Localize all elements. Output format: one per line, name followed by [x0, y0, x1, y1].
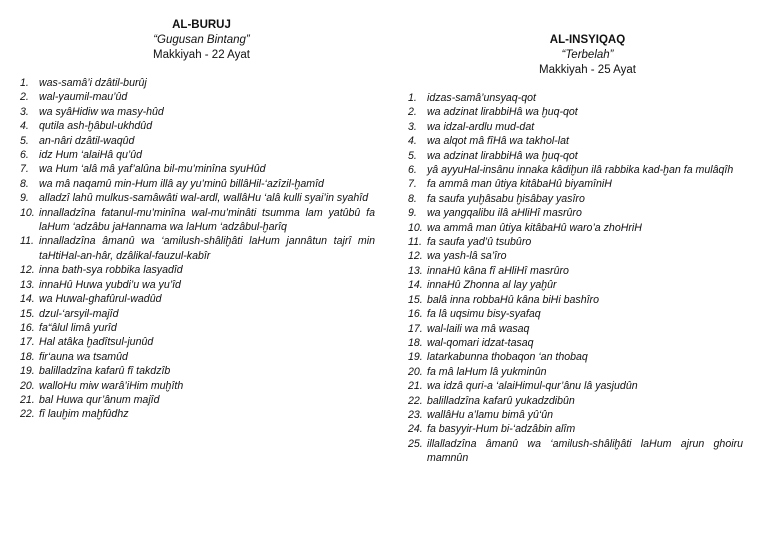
ayat-text: wa yash-lâ sa’îro — [427, 250, 507, 263]
ayat-item — [20, 263, 375, 277]
ayat-item — [20, 148, 375, 162]
ayat-number: 17. — [20, 336, 35, 349]
ayat-item — [20, 76, 375, 90]
ayat-number: 17. — [408, 322, 423, 335]
ayat-number: 13. — [408, 264, 423, 277]
ayat-text: yâ ayyuHal-insânu innaka kâdiḫun ilâ rabbika kad-ḫan fa mulâqîh — [427, 164, 734, 177]
ayat-number: 15. — [20, 307, 35, 320]
ayat-text: wa mâ naqamû min-Hum illâ ay yu’minû billâHil-‘azîzil-ḫamîd — [39, 177, 324, 190]
ayat-item — [408, 192, 743, 206]
ayat-number: 16. — [20, 321, 35, 334]
ayat-item — [408, 437, 743, 466]
ayat-number: 2. — [20, 91, 29, 104]
ayat-number: 18. — [20, 350, 35, 363]
ayat-item — [408, 120, 743, 134]
ayat-number: 8. — [408, 192, 417, 205]
surah-meaning: “Gugusan Bintang” — [153, 34, 250, 46]
ayat-text: fa basyyir-Hum bi-‘adzâbin alîm — [427, 423, 576, 436]
surah-meaning: “Terbelah” — [561, 49, 614, 61]
ayat-number: 25. — [408, 437, 423, 450]
ayat-text: fa mâ laHum lâ yukminûn — [427, 365, 547, 378]
ayat-number: 21. — [408, 380, 423, 393]
ayat-text: balilladzîna kafarû fî takdzîb — [39, 365, 171, 378]
ayat-text: innaHû Huwa yubdi’u wa yu’îd — [39, 278, 181, 291]
ayat-number: 18. — [408, 336, 423, 349]
surah-title: AL-BURUJ — [172, 19, 231, 31]
ayat-item — [408, 322, 743, 336]
surah-header — [408, 33, 743, 78]
ayat-number: 1. — [408, 92, 417, 104]
ayat-item — [408, 221, 743, 235]
ayat-text: wa idzâ quri-a ‘alaiHimul-qur’ânu lâ yasjudûn — [427, 380, 638, 393]
ayat-number: 10. — [20, 206, 35, 219]
ayat-item — [20, 393, 375, 407]
ayat-item — [408, 206, 743, 220]
ayat-item — [20, 119, 375, 133]
ayat-text: wa alqot mâ fîHâ wa takhol-lat — [427, 135, 569, 148]
ayat-text: wa adzinat lirabbiHâ wa ḫuq-qot — [427, 106, 578, 119]
ayat-number: 24. — [408, 423, 423, 436]
ayat-item — [20, 307, 375, 321]
ayat-item — [408, 379, 743, 393]
ayat-text: inna bath-sya robbika lasyadîd — [39, 264, 183, 277]
ayat-item — [20, 206, 375, 235]
ayat-number: 16. — [408, 308, 423, 321]
ayat-item — [408, 105, 743, 119]
ayat-text: an-nâri dzâtil-waqûd — [39, 134, 135, 147]
ayat-text: balâ inna robbaHû kâna biHi bashîro — [427, 293, 599, 306]
surah-title: AL-INSYIQAQ — [549, 34, 626, 46]
ayat-number: 4. — [20, 120, 29, 133]
ayat-text: wal-yaumil-mau’ûd — [39, 91, 128, 104]
ayat-number: 19. — [20, 365, 35, 378]
ayat-text: wa ammâ man ûtiya kitâbaHû waro’a zhoHriH — [427, 221, 642, 234]
ayat-item — [20, 90, 375, 104]
ayat-number: 9. — [20, 192, 29, 205]
ayat-text: bal Huwa qur’ânum majîd — [39, 393, 160, 406]
ayat-item — [408, 134, 743, 148]
ayat-text: wa Hum ‘alâ mâ yaf’alûna bil-mu’minîna syuHûd — [39, 163, 266, 176]
ayat-text: wal-laili wa mâ wasaq — [427, 322, 530, 335]
ayat-item — [408, 293, 743, 307]
ayat-number: 3. — [408, 120, 417, 133]
ayat-item — [408, 149, 743, 163]
ayat-item — [20, 364, 375, 378]
ayat-text: wa yangqalibu ilâ aHliHî masrûro — [427, 207, 582, 220]
ayat-text: Hal atâka ḫadîtsul-junûd — [39, 336, 154, 349]
ayat-number: 15. — [408, 293, 423, 306]
ayat-list — [20, 76, 375, 422]
ayat-item — [408, 408, 743, 422]
ayat-text: wa idzal-ardlu mud-dat — [427, 120, 535, 133]
ayat-text: walloHu miw warâ’iHim muḫîth — [39, 379, 184, 392]
ayat-text: wal-qomari idzat-tasaq — [427, 336, 534, 349]
ayat-number: 1. — [20, 77, 29, 89]
ayat-item — [408, 264, 743, 278]
surah-info: Makkiyah - 25 Ayat — [539, 64, 636, 76]
ayat-item — [20, 134, 375, 148]
ayat-text: fa“âlul limâ yurîd — [39, 321, 117, 334]
ayat-text: innaHû kâna fî aHliHî masrûro — [427, 264, 569, 277]
ayat-number: 8. — [20, 177, 29, 190]
ayat-number: 5. — [408, 149, 417, 162]
ayat-item — [20, 379, 375, 393]
ayat-text: innalladzîna fatanul-mu’minîna wal-mu’minâti tsumma lam yatûbû fa laHum ‘adzâbu jaHannama wa laHum ‘adzâbul-ḫarîq — [39, 206, 375, 234]
ayat-number: 10. — [408, 221, 423, 234]
ayat-number: 22. — [20, 408, 35, 421]
surah-info: Makkiyah - 22 Ayat — [153, 49, 250, 61]
ayat-number: 12. — [20, 264, 35, 277]
ayat-list — [408, 91, 743, 466]
ayat-number: 6. — [20, 149, 29, 162]
ayat-text: fa lâ uqsimu bisy-syafaq — [427, 308, 541, 321]
ayat-text: was-samâ’i dzâtil-burûj — [39, 77, 147, 89]
ayat-item — [20, 335, 375, 349]
ayat-item — [408, 394, 743, 408]
ayat-item — [408, 235, 743, 249]
ayat-number: 14. — [408, 279, 423, 292]
ayat-number: 11. — [20, 235, 34, 248]
ayat-item — [20, 321, 375, 335]
ayat-item — [20, 177, 375, 191]
ayat-number: 12. — [408, 250, 423, 263]
ayat-text: balilladzîna kafarû yukadzdibûn — [427, 394, 575, 407]
ayat-item — [20, 105, 375, 119]
ayat-item — [20, 162, 375, 176]
ayat-item — [408, 336, 743, 350]
ayat-text: wallâHu a’lamu bimâ yû‘ûn — [427, 408, 554, 421]
ayat-item — [408, 278, 743, 292]
ayat-item — [20, 292, 375, 306]
ayat-item — [20, 191, 375, 205]
ayat-number: 13. — [20, 278, 35, 291]
surah-header — [20, 18, 375, 63]
ayat-text: alladzî lahû mulkus-samâwâti wal-ardl, wallâHu ‘alâ kulli syai’in syahîd — [39, 192, 369, 205]
ayat-text: idz Hum ‘alaiHâ qu’ûd — [39, 149, 143, 162]
ayat-item — [408, 422, 743, 436]
ayat-number: 9. — [408, 207, 417, 220]
ayat-number: 19. — [408, 351, 423, 364]
ayat-item — [408, 91, 743, 105]
ayat-number: 5. — [20, 134, 29, 147]
ayat-number: 22. — [408, 394, 423, 407]
ayat-text: innalladzîna âmanû wa ‘amilush-shâliḫâti laHum jannâtun tajrî min taHtiHal-an-hâr, dzâlikal-fauzul-kabîr — [39, 235, 375, 262]
ayat-item — [408, 249, 743, 263]
ayat-number: 6. — [408, 164, 417, 177]
ayat-text: fa saufa yad’û tsubûro — [427, 236, 532, 249]
ayat-text: wa adzinat lirabbiHâ wa ḫuq-qot — [427, 149, 578, 162]
surah-al-buruj — [20, 0, 375, 422]
ayat-text: fir‘auna wa tsamûd — [39, 350, 128, 363]
ayat-number: 14. — [20, 293, 35, 306]
ayat-number: 20. — [408, 365, 423, 378]
ayat-item — [408, 163, 743, 177]
ayat-number: 21. — [20, 393, 35, 406]
ayat-number: 7. — [408, 178, 417, 191]
ayat-number: 3. — [20, 105, 29, 118]
ayat-text: dzul-‘arsyil-majîd — [39, 307, 119, 320]
surah-al-insyiqaq — [408, 0, 743, 466]
ayat-item — [20, 350, 375, 364]
ayat-number: 4. — [408, 135, 417, 148]
ayat-item — [20, 407, 375, 421]
ayat-text: fa saufa yuḫâsabu ḫisâbay yasîro — [427, 192, 585, 205]
ayat-item — [408, 350, 743, 364]
ayat-number: 7. — [20, 163, 29, 176]
ayat-number: 20. — [20, 379, 35, 392]
ayat-text: wa syâHidiw wa masy-hûd — [39, 105, 164, 118]
ayat-text: latarkabunna thobaqon ‘an thobaq — [427, 351, 588, 364]
ayat-number: 23. — [408, 408, 423, 421]
ayat-item — [408, 307, 743, 321]
ayat-item — [20, 278, 375, 292]
ayat-text: idzas-samâ’unsyaq-qot — [427, 92, 536, 104]
ayat-text: fa ammâ man ûtiya kitâbaHû biyamîniH — [427, 178, 612, 191]
ayat-number: 11. — [408, 236, 422, 249]
ayat-text: illalladzîna âmanû wa ‘amilush-shâliḫâti laHum ajrun ghoiru mamnûn — [427, 437, 743, 465]
ayat-number: 2. — [408, 106, 417, 119]
ayat-item — [408, 365, 743, 379]
ayat-text: innaHû Zhonna al lay yaḫûr — [427, 279, 557, 292]
ayat-item — [20, 234, 375, 263]
ayat-text: fî lauḫim maḫfûdhz — [39, 408, 129, 421]
ayat-text: wa Huwal-ghafûrul-wadûd — [39, 293, 162, 306]
ayat-item — [408, 177, 743, 191]
ayat-text: qutila ash-ḫâbul-ukhdûd — [39, 120, 153, 133]
